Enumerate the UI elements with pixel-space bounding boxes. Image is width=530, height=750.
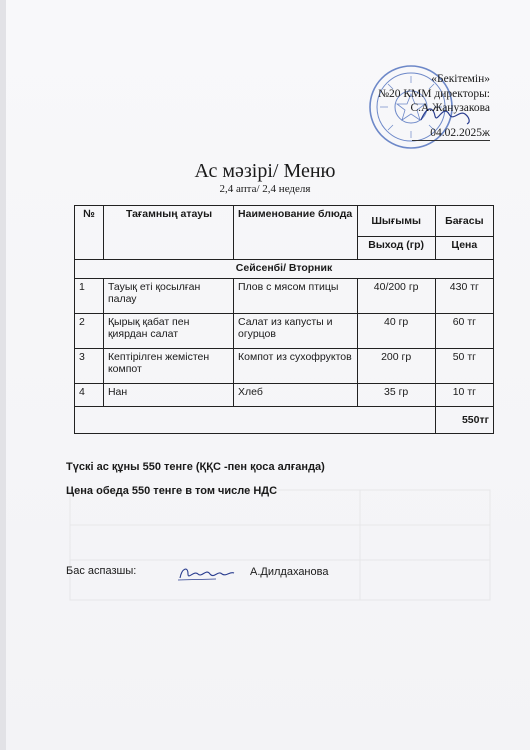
- total-empty-cell: [75, 407, 436, 434]
- header-price-kz: Бағасы: [435, 206, 493, 237]
- header-name-ru: Наименование блюда: [234, 206, 358, 260]
- row-name-ru: Салат из капусты и огурцов: [234, 314, 358, 349]
- row-yield: 40 гр: [357, 314, 435, 349]
- approval-director-name: С.А.Жанузакова: [410, 102, 490, 114]
- table-row: [75, 314, 494, 349]
- page-edge-shadow: [0, 0, 6, 750]
- row-name-kz: Нан: [103, 384, 233, 407]
- section-day: Сейсенбі/ Вторник: [75, 260, 494, 279]
- table-row: [75, 349, 494, 384]
- approval-heading: «Бекітемін»: [431, 73, 490, 85]
- row-price: 60 тг: [435, 314, 493, 349]
- chef-name: А.Дилдаханова: [250, 566, 329, 578]
- row-price: 50 тг: [435, 349, 493, 384]
- header-name-kz: Тағамның атауы: [103, 206, 233, 260]
- approval-block: [378, 72, 490, 141]
- total-value: 550тг: [435, 407, 493, 434]
- row-number: 4: [75, 384, 104, 407]
- table-row: [75, 384, 494, 407]
- row-name-kz: Қырық қабат пен қиярдан салат: [103, 314, 233, 349]
- price-note-ru: Цена обеда 550 тенге в том числе НДС: [66, 485, 278, 497]
- table-row: [75, 279, 494, 314]
- row-yield: 35 гр: [357, 384, 435, 407]
- row-yield: 200 гр: [357, 349, 435, 384]
- row-number: 2: [75, 314, 104, 349]
- header-number: №: [75, 206, 104, 260]
- row-name-kz: Кептірілген жемістен компот: [103, 349, 233, 384]
- price-note-kz: Түскі ас құны 550 тенге (ҚҚС -пен қоса алғанда): [66, 461, 325, 473]
- header-yield-kz: Шығымы: [357, 206, 435, 237]
- header-yield-ru: Выход (гр): [357, 237, 435, 260]
- chef-label: Бас аспазшы:: [66, 565, 137, 577]
- row-name-ru: Хлеб: [234, 384, 358, 407]
- menu-table: [74, 205, 494, 434]
- row-number: 3: [75, 349, 104, 384]
- page-subtitle: 2,4 апта/ 2,4 неделя: [219, 183, 311, 195]
- approval-date: 04.02.2025ж: [412, 126, 490, 142]
- row-number: 1: [75, 279, 104, 314]
- page-title: Ас мәзірі/ Меню: [194, 160, 336, 182]
- row-yield: 40/200 гр: [357, 279, 435, 314]
- reverse-side-bleed: [60, 480, 500, 680]
- row-name-ru: Плов с мясом птицы: [234, 279, 358, 314]
- header-price-ru: Цена: [435, 237, 493, 260]
- row-price: 430 тг: [435, 279, 493, 314]
- approval-director-title: №20 КММ директоры:: [378, 87, 490, 100]
- total-row: [75, 407, 494, 434]
- chef-signature: [176, 562, 240, 584]
- row-name-kz: Тауық еті қосылған палау: [103, 279, 233, 314]
- row-price: 10 тг: [435, 384, 493, 407]
- row-name-ru: Компот из сухофруктов: [234, 349, 358, 384]
